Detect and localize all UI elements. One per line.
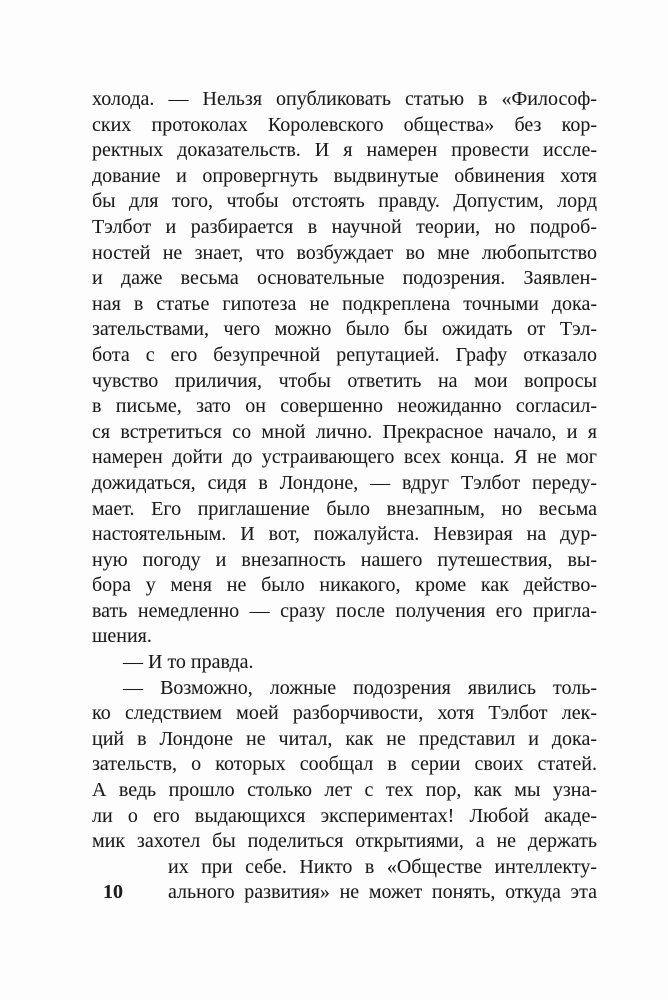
text-line: бы для того, чтобы отстоять правду. Допустим, лорд	[92, 190, 597, 213]
text-line: чувство приличия, чтобы ответить на мои вопросы	[92, 369, 597, 392]
text-line: ко следствием моей разборчивости, хотя Тэлбот лек-	[92, 702, 597, 725]
text-line: мик захотел бы поделиться открытиями, а не держать	[92, 830, 597, 853]
text-line: ся встретиться со мной лично. Прекрасное начало, и я	[92, 420, 597, 443]
text-line: Тэлбот и разбирается в научной теории, но подроб-	[92, 215, 597, 238]
text-line: ального развития» не может понять, откуда эта	[168, 881, 597, 904]
text-line: ректных доказательств. И я намерен провести иссле-	[92, 139, 597, 162]
text-line: намерен дойти до устраивающего всех конца. Я не мог	[92, 446, 597, 469]
text-line: дожидаться, сидя в Лондоне, — вдруг Тэлбот переду-	[92, 471, 597, 494]
text-line: ную погоду и внезапность нашего путешествия, вы-	[92, 548, 597, 571]
text-line: — И то правда.	[123, 651, 254, 674]
text-line: ностей не знает, что возбуждает во мне любопытство	[92, 241, 597, 264]
text-line: ских протоколах Королевского общества» без кор-	[92, 113, 597, 136]
text-line: ли о его выдающихся экспериментах! Любой акаде-	[92, 804, 597, 827]
text-line: и даже весьма основательные подозрения. Заявлен-	[92, 267, 597, 290]
text-line: бора у меня не было никакого, кроме как действо-	[92, 574, 597, 597]
text-line: холода. — Нельзя опубликовать статью в «Философ-	[92, 88, 597, 110]
text-line: шения.	[92, 625, 152, 648]
page-number: 10	[103, 881, 123, 903]
text-line: ная в статье гипотеза не подкреплена точными дока-	[92, 292, 597, 315]
text-line: зательствами, чего можно было бы ожидать от Тэл-	[92, 318, 597, 341]
text-line: зательств, о которых сообщал в серии своих статей.	[92, 753, 597, 776]
text-line: их при себе. Никто в «Обществе интеллекту-	[168, 855, 597, 878]
text-line: в письме, зато он совершенно неожиданно согласил-	[92, 395, 597, 418]
text-line: мает. Его приглашение было внезапным, но весьма	[92, 497, 597, 520]
text-line: настоятельным. И вот, пожалуйста. Невзирая на дур-	[92, 523, 597, 546]
text-line: ций в Лондоне не читал, как не представил и дока-	[92, 727, 597, 750]
text-line: дование и опровергнуть выдвинутые обвинения хотя	[92, 164, 597, 187]
page-text-column	[92, 87, 597, 906]
text-line: А ведь прошло столько лет с тех пор, как мы узна-	[92, 779, 597, 802]
text-line: бота с его безупречной репутацией. Графу отказало	[92, 343, 597, 366]
text-line: вать немедленно — сразу после получения его пригла-	[92, 599, 597, 622]
text-line: — Возможно, ложные подозрения явились толь-	[123, 676, 597, 699]
